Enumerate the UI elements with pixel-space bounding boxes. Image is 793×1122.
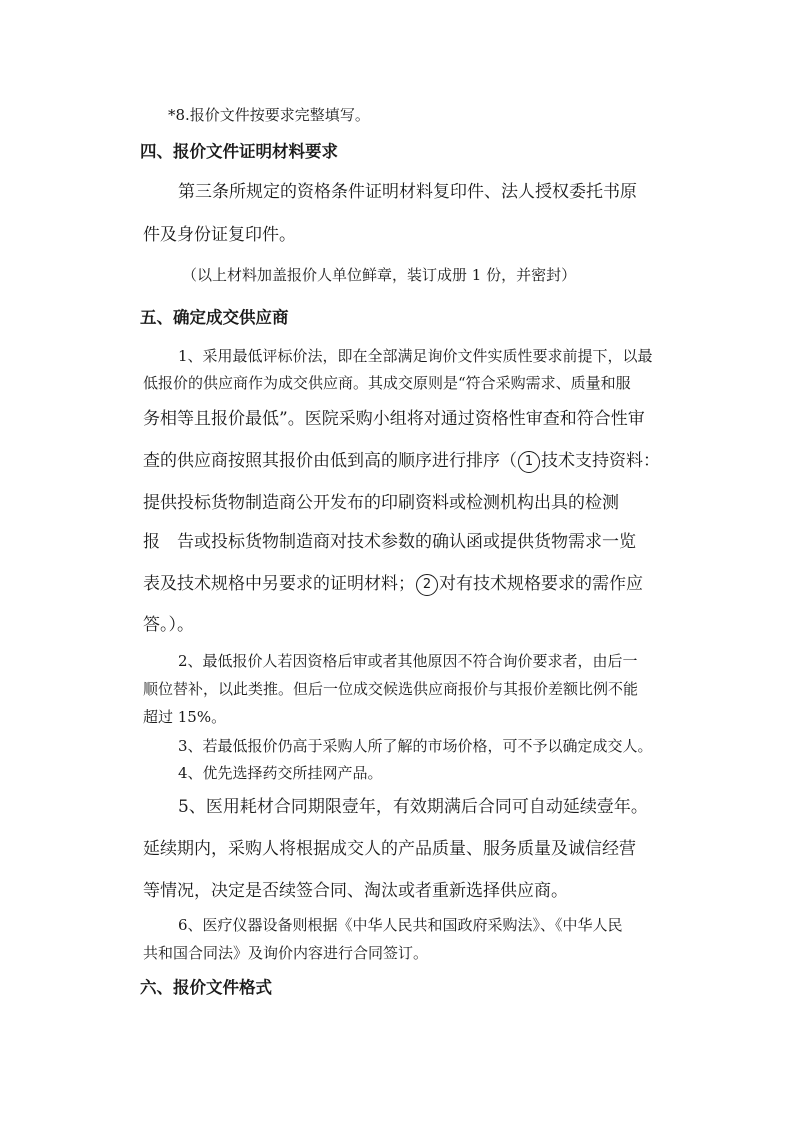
paragraph-line: 5、医用耗材合同期限壹年，有效期满后合同可自动延续壹年。: [178, 797, 648, 817]
paragraph-text: 对有技术规格要求的需作应: [439, 574, 643, 594]
paragraph-line: 答。）。: [143, 615, 194, 635]
note-line: （以上材料加盖报价人单位鲜章，装订成册 1 份，并密封）: [182, 266, 577, 284]
paragraph-line: 提供投标货物制造商公开发布的印刷资料或检测机构出具的检测: [143, 493, 619, 513]
paragraph-line: 共和国合同法》及询价内容进行合同签订。: [143, 944, 429, 962]
paragraph-line: 延续期内，采购人将根据成交人的产品质量、服务质量及诚信经营: [143, 839, 636, 859]
paragraph-line: 6、医疗仪器设备则根据《中华人民共和国政府采购法》、《中华人民: [178, 916, 623, 934]
paragraph-line: 低报价的供应商作为成交供应商。其成交原则是“符合采购需求、质量和服: [143, 374, 631, 392]
paragraph-text: 技术支持资料：: [541, 451, 660, 471]
paragraph-line: 顺位替补，以此类推。但后一位成交候选供应商报价与其报价差额比例不能: [143, 680, 639, 698]
paragraph-text: 查的供应商按照其报价由低到高的顺序进行排序（: [143, 451, 517, 471]
circled-number-1: 1: [518, 451, 540, 473]
paragraph-line: 第三条所规定的资格条件证明材料复印件、法人授权委托书原: [178, 182, 637, 202]
paragraph-line: [143, 569, 643, 596]
section-heading-4: 四、报价文件证明材料要求: [140, 142, 338, 161]
section-heading-6: 六、报价文件格式: [140, 978, 272, 997]
paragraph-line: 3、若最低报价仍高于采购人所了解的市场价格，可不予以确定成交人。: [178, 737, 653, 755]
paragraph-line: [143, 446, 660, 473]
paragraph-line: 件及身份证复印件。: [143, 225, 296, 245]
paragraph-line: 4、优先选择药交所挂网产品。: [178, 764, 383, 782]
paragraph-line: 等情况，决定是否续签合同、淘汰或者重新选择供应商。: [143, 881, 568, 901]
list-item-8: *8.报价文件按要求完整填写。: [168, 106, 370, 124]
paragraph-line: 超过 15%。: [143, 708, 227, 726]
paragraph-line: 报 告或投标货物制造商对技术参数的确认函或提供货物需求一览: [143, 532, 636, 552]
circled-number-2: 2: [416, 574, 438, 596]
paragraph-line: 2、最低报价人若因资格后审或者其他原因不符合询价要求者，由后一: [178, 652, 638, 670]
paragraph-text: 表及技术规格中另要求的证明材料；: [143, 574, 415, 594]
paragraph-line: 务相等且报价最低”。医院采购小组将对通过资格性审查和符合性审: [143, 409, 645, 429]
paragraph-line: 1、采用最低评标价法，即在全部满足询价文件实质性要求前提下，以最: [178, 347, 653, 365]
section-heading-5: 五、确定成交供应商: [140, 308, 289, 327]
